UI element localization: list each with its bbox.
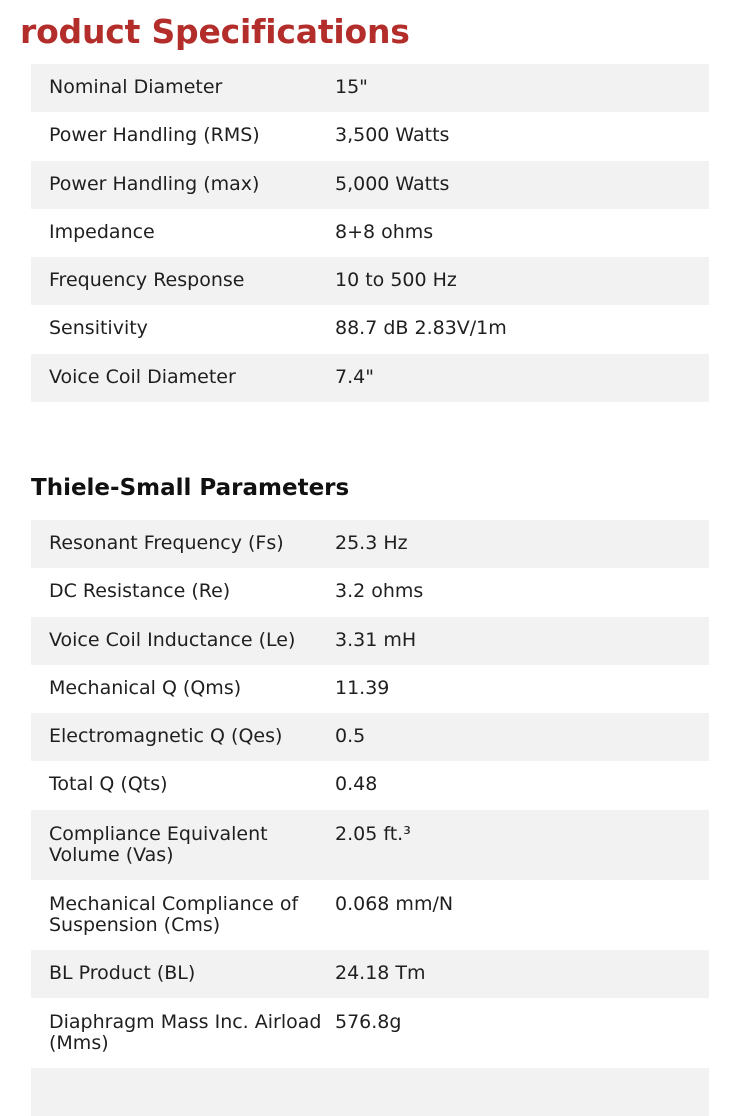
table-row	[31, 354, 709, 402]
spec-label: Total Q (Qts)	[49, 773, 168, 796]
table-row	[31, 880, 709, 950]
spec-label: Frequency Response	[49, 269, 245, 292]
spec-label: Sensitivity	[49, 317, 148, 340]
spec-label: Voice Coil Diameter	[49, 365, 236, 388]
spec-value: 10 to 500 Hz	[335, 269, 457, 292]
spec-value: 24.18 Tm	[335, 961, 426, 984]
spec-value: 3,500 Watts	[335, 124, 450, 147]
product-specifications-table	[31, 64, 709, 402]
table-row	[31, 568, 709, 616]
spec-label: Resonant Frequency (Fs)	[49, 532, 284, 554]
table-row	[31, 520, 709, 568]
spec-value: 3.31 mH	[335, 628, 417, 651]
spec-label: Power Handling (max)	[49, 172, 260, 195]
spec-value: 0.48	[335, 773, 378, 796]
table-row	[31, 617, 709, 665]
table-row	[31, 161, 709, 209]
table-row	[31, 950, 709, 998]
spec-value: 25.3 Hz	[335, 532, 408, 554]
table-row	[31, 713, 709, 761]
spec-label: Diaphragm Mass Inc. Airload (Mms)	[49, 1011, 322, 1055]
thiele-small-table	[31, 520, 709, 1116]
product-specifications-heading: roduct Specifications	[20, 12, 410, 51]
spec-label: Mechanical Q (Qms)	[49, 676, 242, 699]
spec-value: 5,000 Watts	[335, 172, 450, 195]
spec-value: 2.05 ft.³	[335, 822, 411, 845]
spec-label: Impedance	[49, 220, 155, 243]
table-row	[31, 112, 709, 160]
spec-label: Mechanical Compliance of Suspension (Cms)	[49, 892, 299, 936]
table-row	[31, 761, 709, 809]
table-row	[31, 209, 709, 257]
table-row	[31, 998, 709, 1068]
spec-label: Compliance Equivalent Volume (Vas)	[49, 822, 268, 866]
spec-value: 8+8 ohms	[335, 220, 434, 243]
spec-label: DC Resistance (Re)	[49, 580, 231, 603]
spec-value: 0.5	[335, 725, 366, 748]
spec-label: Voice Coil Inductance (Le)	[49, 628, 296, 651]
spec-label: Power Handling (RMS)	[49, 124, 260, 147]
table-row	[31, 665, 709, 713]
spec-value: 576.8g	[335, 1011, 402, 1034]
spec-label: Nominal Diameter	[49, 76, 223, 98]
table-row	[31, 810, 709, 880]
spec-label: BL Product (BL)	[49, 961, 196, 984]
table-row	[31, 305, 709, 353]
spec-value: 3.2 ohms	[335, 580, 424, 603]
spec-value: 88.7 dB 2.83V/1m	[335, 317, 507, 340]
table-row	[31, 257, 709, 305]
spec-value: 0.068 mm/N	[335, 892, 454, 915]
table-row	[31, 64, 709, 112]
table-row	[31, 1068, 709, 1116]
spec-label: Electromagnetic Q (Qes)	[49, 725, 283, 748]
thiele-small-heading: Thiele-Small Parameters	[31, 475, 350, 501]
spec-value: 7.4"	[335, 365, 374, 388]
spec-value: 11.39	[335, 676, 390, 699]
spec-value: 15"	[335, 76, 368, 98]
